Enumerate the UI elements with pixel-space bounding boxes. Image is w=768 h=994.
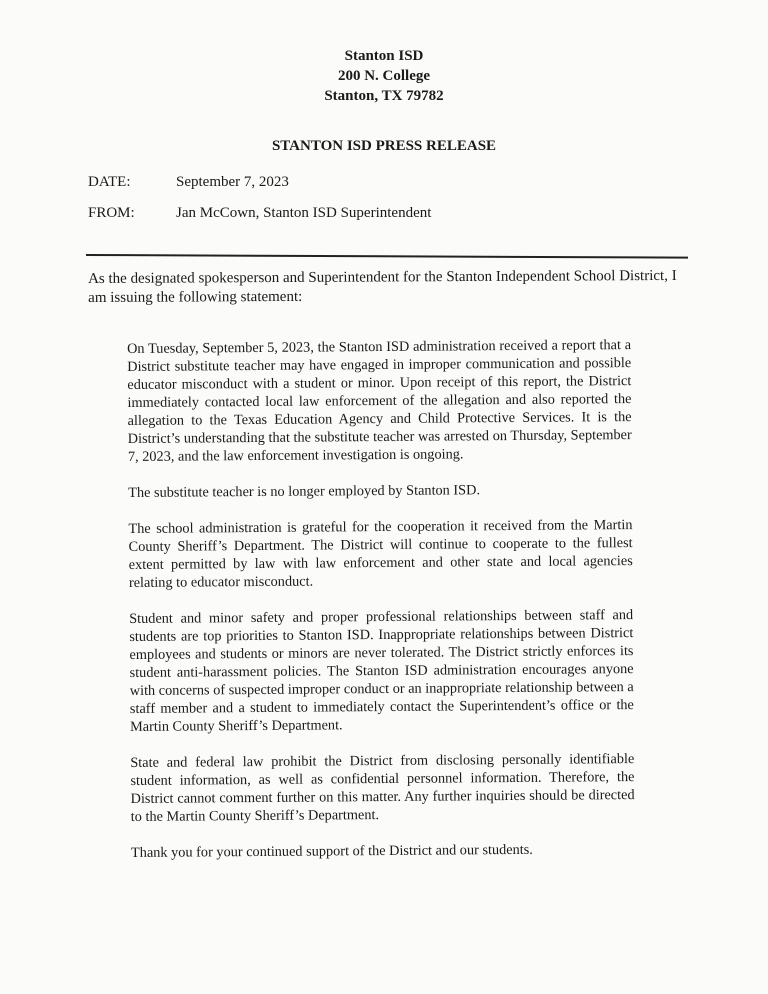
from-label: FROM: (88, 205, 135, 221)
street-address: 200 N. College (337, 68, 431, 84)
body-paragraph: Thank you for your continued support of the District and our students. (130, 841, 533, 861)
body-paragraph: State and federal law prohibit the District from disclosing personally identifiable student information, as well as confidential personnel information. Therefore, the District cannot comment further on this matter. Any further inquiries should be directed to the Martin County Sheriff’s Department. (130, 751, 635, 825)
horizontal-divider (86, 254, 688, 259)
from-value: Jan McCown, Stanton ISD Superintendent (176, 205, 432, 221)
date-value: September 7, 2023 (176, 174, 289, 190)
statement-body (127, 336, 635, 880)
from-row (88, 205, 431, 222)
date-row (88, 174, 289, 191)
city-state-zip: Stanton, TX 79782 (324, 88, 444, 104)
body-paragraph: The school administration is grateful for the cooperation it received from the Martin County Sheriff’s Department. The District will continue to cooperate to the fullest extent permitted by law with law enforcement and other state and local agencies relating to educator misconduct. (128, 517, 633, 591)
body-paragraph: The substitute teacher is no longer employed by Stanton ISD. (128, 482, 481, 501)
body-paragraph: Student and minor safety and proper professional relationships between staff and students are top priorities to Stanton ISD. Inappropriate relationships between District employees and students or minors are never tolerated. The District strictly enforces its student anti-harassment policies. The Stanton ISD administration encourages anyone with concerns of suspected improper conduct or an inappropriate relationship between a staff member and a student to immediately contact the Superintendent’s office or the Martin County Sheriff’s Department. (129, 607, 634, 735)
body-paragraph: On Tuesday, September 5, 2023, the Stanton ISD administration received a report that a District substitute teacher may have engaged in improper communication and possible educator misconduct with a student or minor. Upon receipt of this report, the District immediately contacted local law enforcement of the allegation and also reported the allegation to the Texas Education Agency and Child Protective Services. It is the District’s understanding that the substitute teacher was arrested on Thursday, September 7, 2023, and the law enforcement investigation is ongoing. (127, 337, 632, 465)
letterhead (0, 46, 768, 106)
organization-name: Stanton ISD (344, 48, 424, 64)
intro-paragraph: As the designated spokesperson and Superintendent for the Stanton Independent School District, I am issuing the following statement: (88, 267, 677, 306)
document-title: STANTON ISD PRESS RELEASE (271, 138, 497, 154)
date-label: DATE: (88, 174, 131, 190)
